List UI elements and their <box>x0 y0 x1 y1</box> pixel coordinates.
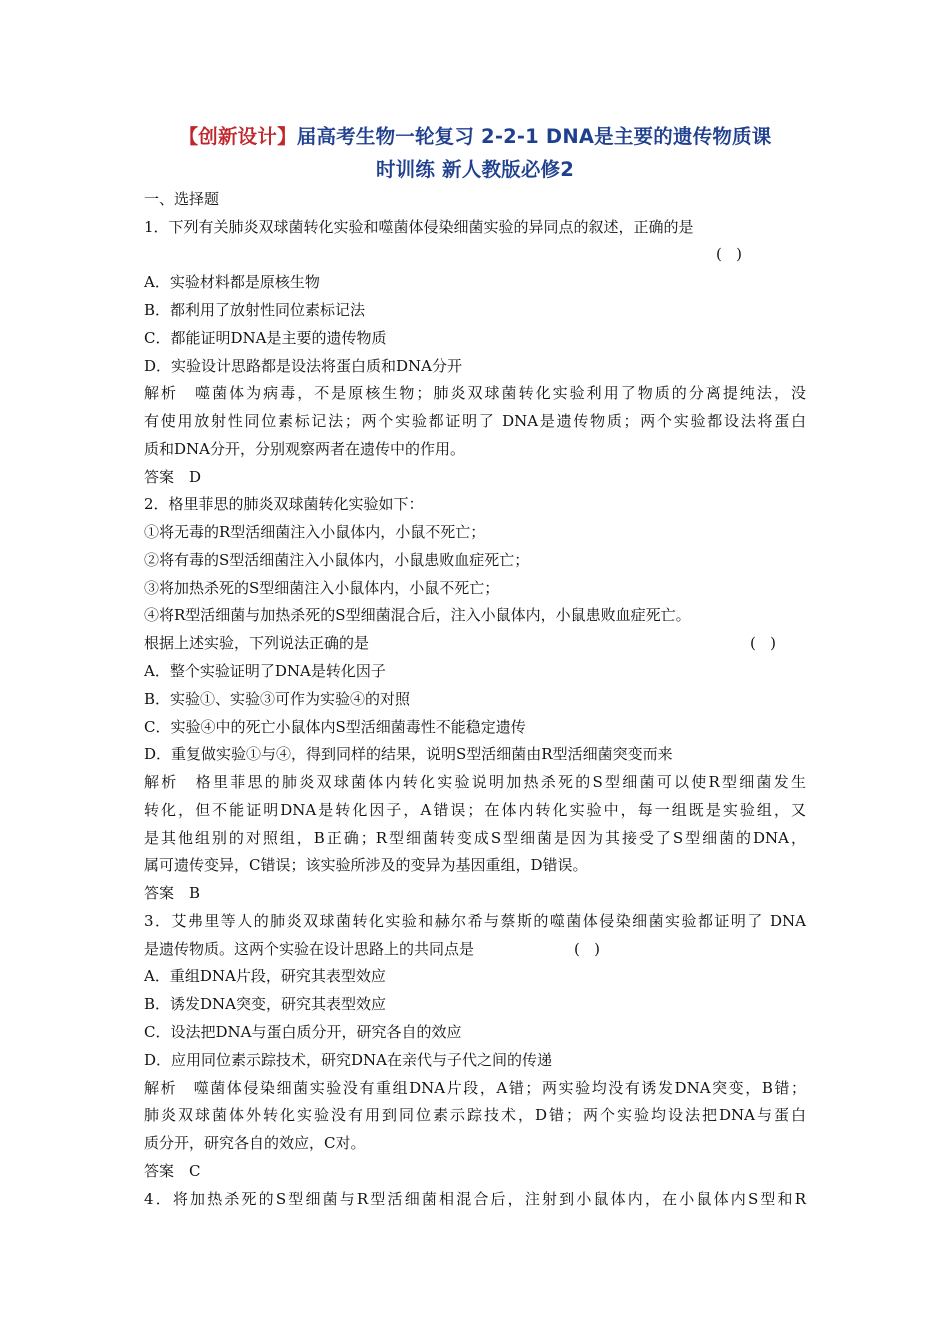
q2-stem: 2．格里菲思的肺炎双球菌转化实验如下： <box>144 495 424 513</box>
q4-stem: 4．将加热杀死的S型细菌与R型活细菌相混合后，注射到小鼠体内，在小鼠体内S型和R <box>144 1190 806 1208</box>
q2-analysis-line-1: 解析 格里菲思的肺炎双球菌体内转化实验说明加热杀死的S型细菌可以使R型细菌发生 <box>144 773 806 791</box>
q2-analysis-line-2: 转化，但不能证明DNA是转化因子，A错误；在体内转化实验中，每一组既是实验组，又 <box>144 801 806 819</box>
q1-answer-blank: ( ) <box>716 245 743 263</box>
q3-option-a: A．重组DNA片段，研究其表型效应 <box>144 967 386 985</box>
q1-answer: 答案 D <box>144 468 202 486</box>
q3-analysis-line-3: 质分开，研究各自的效应，C对。 <box>144 1134 366 1152</box>
q3-answer: 答案 C <box>144 1162 201 1180</box>
q1-option-a: A．实验材料都是原核生物 <box>144 273 320 291</box>
q2-item-1: ①将无毒的R型活细菌注入小鼠体内，小鼠不死亡； <box>144 523 486 541</box>
q1-option-b: B．都利用了放射性同位素标记法 <box>144 301 366 319</box>
q2-item-3: ③将加热杀死的S型细菌注入小鼠体内，小鼠不死亡； <box>144 579 500 597</box>
q3-stem-line-1: 3．艾弗里等人的肺炎双球菌转化实验和赫尔希与蔡斯的噬菌体侵染细菌实验都证明了 DNA <box>144 912 806 930</box>
title-line-1 <box>60 120 890 153</box>
q2-answer: 答案 B <box>144 884 201 902</box>
q3-stem-line-2: 是遗传物质。这两个实验在设计思路上的共同点是 <box>144 940 475 958</box>
q1-stem: 1．下列有关肺炎双球菌转化实验和噬菌体侵染细菌实验的异同点的叙述，正确的是 <box>144 218 694 236</box>
q2-option-b: B．实验①、实验③可作为实验④的对照 <box>144 690 411 708</box>
q2-option-d: D．重复做实验①与④，得到同样的结果，说明S型活细菌由R型活细菌突变而来 <box>144 745 673 763</box>
section-heading: 一、选择题 <box>144 190 220 208</box>
q3-answer-blank: ( ) <box>574 940 601 958</box>
q1-option-d: D．实验设计思路都是设法将蛋白质和DNA分开 <box>144 357 463 375</box>
q3-option-c: C．设法把DNA与蛋白质分开，研究各自的效应 <box>144 1023 462 1041</box>
q2-option-a: A．整个实验证明了DNA是转化因子 <box>144 662 386 680</box>
q1-option-c: C．都能证明DNA是主要的遗传物质 <box>144 329 387 347</box>
document-title <box>60 120 890 186</box>
q2-answer-blank: ( ) <box>750 634 777 652</box>
q3-option-d: D．应用同位素示踪技术，研究DNA在亲代与子代之间的传递 <box>144 1051 553 1069</box>
q1-analysis-line-1: 解析 噬菌体为病毒，不是原核生物；肺炎双球菌转化实验利用了物质的分离提纯法，没 <box>144 384 806 402</box>
q2-option-c: C．实验④中的死亡小鼠体内S型活细菌毒性不能稳定遗传 <box>144 718 526 736</box>
q2-analysis-line-4: 属可遗传变异，C错误；该实验所涉及的变异为基因重组，D错误。 <box>144 856 588 874</box>
q2-item-2: ②将有毒的S型活细菌注入小鼠体内，小鼠患败血症死亡； <box>144 551 530 569</box>
q1-analysis-line-2: 有使用放射性同位素标记法；两个实验都证明了 DNA是遗传物质；两个实验都设法将蛋白 <box>144 412 806 430</box>
title-line-2: 时训练 新人教版必修2 <box>375 158 575 181</box>
q1-analysis-line-3: 质和DNA分开，分别观察两者在遗传中的作用。 <box>144 440 465 458</box>
q2-item-4: ④将R型活细菌与加热杀死的S型细菌混合后，注入小鼠体内，小鼠患败血症死亡。 <box>144 606 691 624</box>
q3-option-b: B．诱发DNA突变，研究其表型效应 <box>144 995 387 1013</box>
title-main-text: 届高考生物一轮复习 2-2-1 DNA是主要的遗传物质课 <box>296 125 772 148</box>
q3-analysis-line-2: 肺炎双球菌体外转化实验没有用到同位素示踪技术，D错；两个实验均设法把DNA与蛋白 <box>144 1106 806 1124</box>
q2-question: 根据上述实验，下列说法正确的是 <box>144 634 370 652</box>
q3-analysis-line-1: 解析 噬菌体侵染细菌实验没有重组DNA片段，A错；两实验均没有诱发DNA突变，B错； <box>144 1079 806 1097</box>
q2-analysis-line-3: 是其他组别的对照组，B正确；R型细菌转变成S型细菌是因为其接受了S型细菌的DNA， <box>144 829 806 847</box>
title-brand-prefix: 【创新设计】 <box>178 125 297 148</box>
